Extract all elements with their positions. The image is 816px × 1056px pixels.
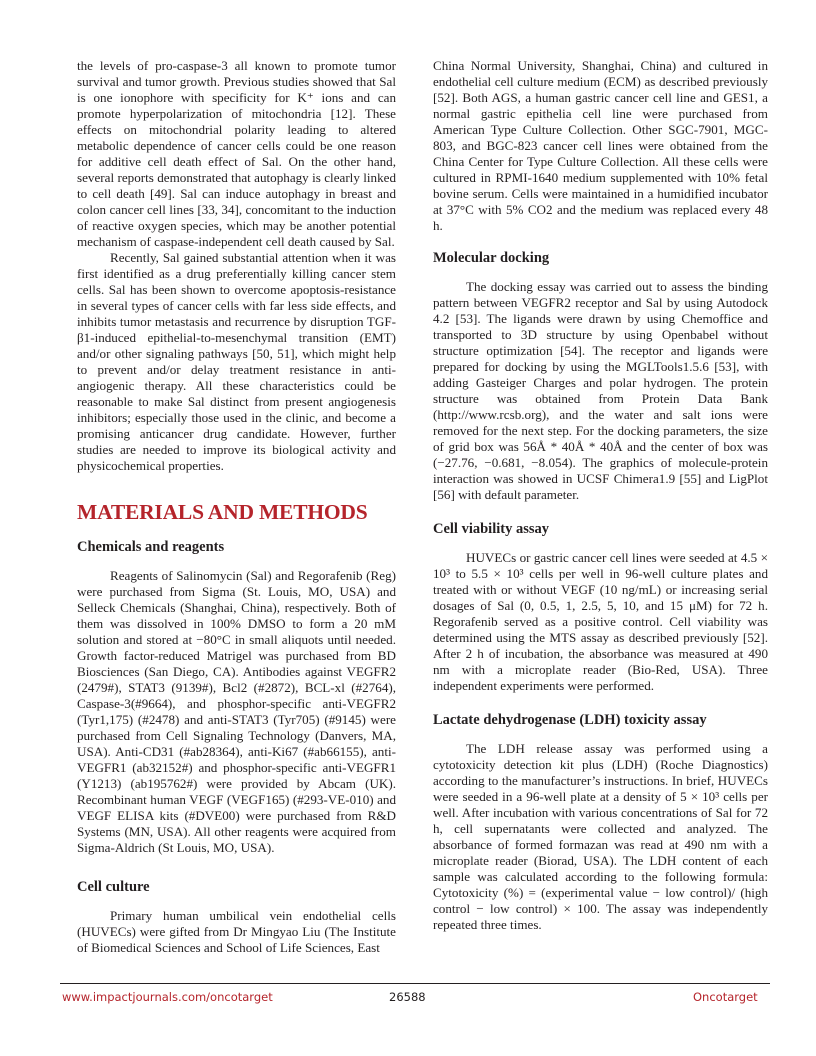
page-number: 26588 <box>389 990 426 1004</box>
paragraph: China Normal University, Shanghai, China) and cultured in endothelial cell culture medium (ECM) as described previously [52]. Both AGS, a human gastric cancer cell line and GES1, a normal gastric epithelia cell line were purchased from American Type Culture Collection. Other SGC-7901, MGC-803, and BGC-823 cancer cell lines were obtained from the China Center for Type Culture Collection. All these cells were cultured in RPMI-1640 medium supplemented with 10% fetal bovine serum. Cells were maintained in a humidified incubator at 37°C with 5% CO2 and the medium was replaced every 48 h. <box>433 58 768 233</box>
subsection-heading: Cell culture <box>77 879 150 895</box>
journal-url-link[interactable]: www.impactjournals.com/oncotarget <box>62 990 273 1004</box>
footer-divider <box>60 983 770 984</box>
section-heading: MATERIALS AND METHODS <box>77 500 368 524</box>
subsection-heading: Lactate dehydrogenase (LDH) toxicity assay <box>433 712 707 728</box>
paragraph: Reagents of Salinomycin (Sal) and Regorafenib (Reg) were purchased from Sigma (St. Louis, MO, USA) and Selleck Chemicals (Shanghai, China), respectively. Both of them was dissolved in 100% DMSO to form a 20 mM solution and stored at −80°C in small aliquots until needed. Growth factor-reduced Matrigel was purchased from BD Biosciences (San Diego, CA). Antibodies against VEGFR2 (2479#), STAT3 (9139#), Bcl2 (#2872), BCL-xl (#2764), Caspase-3(#9664), and phosphor-specific anti-VEGFR2 (Tyr1,175) (#2478) and anti-STAT3 (Tyr705) (#9145) were purchased from Cell Signaling Technology (Danvers, MA, USA). Anti-CD31 (#ab28364), anti-Ki67 (#ab66155), anti-VEGFR1 (ab32152#) and phosphor-specific anti-VEGFR1 (Y1213) (ab195762#) were provided by Abcam (UK). Recombinant human VEGF (VEGF165) (#293-VE-010) and VEGF ELISA kits (#DVE00) were purchased from R&D Systems (MN, USA). All other reagents were acquired from Sigma-Aldrich (St Louis, MO, USA). <box>77 568 396 855</box>
subsection-heading: Molecular docking <box>433 250 550 266</box>
paragraph: HUVECs or gastric cancer cell lines were seeded at 4.5 × 10³ to 5.5 × 10³ cells per well in 96-well culture plates and treated with or without VEGF (10 ng/mL) or increasing serial dosages of Sal (0, 0.5, 1, 2.5, 5, 10, and 15 μM) for 72 h. Regorafenib served as a positive control. Cell viability was determined using the MTS assay as described previously [52]. After 2 h of incubation, the absorbance was measured at 490 nm with a microplate reader (Bio-Red, USA). Three independent experiments were performed. <box>433 550 768 693</box>
left-column <box>77 58 396 956</box>
paragraph: the levels of pro-caspase-3 all known to promote tumor survival and tumor growth. Previous studies showed that Sal is one ionophore with specificity for K⁺ ions and can promote hyperpolarization of mitochondria [12]. These effects on mitochondrial polarity leading to altered metabolic dependence of cancer cells could be one reason for additive cell death effect of Sal. On the other hand, several reports demonstrated that autophagy is clearly linked to cell death [49]. Sal can induce autophagy in breast and colon cancer cell lines [33, 34], concomitant to the induction of reactive oxygen species, which may be another potential mechanism of caspase-independent cell death caused by Sal. <box>77 58 396 249</box>
paragraph: Primary human umbilical vein endothelial cells (HUVECs) were gifted from Dr Mingyao Liu (The Institute of Biomedical Sciences and School of Life Sciences, East <box>77 908 396 955</box>
paragraph: The docking essay was carried out to assess the binding pattern between VEGFR2 receptor and Sal by using Autodock 4.2 [53]. The ligands were drawn by using Chemoffice and transported to 3D structure by using Openbabel without structure optimization [54]. The receptor and ligands were prepared for docking by using the MGLTools1.5.6 [53], with adding Gasteiger Charges and polar hydrogen. The protein structure was obtained from Protein Data Bank (http://www.rcsb.org), and the water and salt ions were removed for the next step. For the docking parameters, the size of grid box was 56Å * 40Å * 40Å and the center of box was (−27.76, −0.681, −8.054). The graphics of molecule-protein interaction was showed in UCSF Chimera1.9 [55] and LigPlot [56] with default parameter. <box>433 279 768 502</box>
paragraph: Recently, Sal gained substantial attention when it was first identified as a drug preferentially killing cancer stem cells. Sal has been shown to overcome apoptosis-resistance in several types of cancer cells with far less side effects, and inhibits tumor metastasis and recurrence by disruption TGF-β1-induced epithelial-to-mesenchymal transition (EMT) and/or other signaling pathways [50, 51], which might help to prevent and/or delay treatment resistance in anti-angiogenic therapy. All these characteristics could be reasonable to make Sal distinct from present angiogenesis inhibitors; especially those used in the clinic, and become a promising anticancer drug candidate. However, further studies are needed to improve its biological activity and physicochemical properties. <box>77 250 396 473</box>
subsection-heading: Cell viability assay <box>433 521 550 537</box>
journal-name: Oncotarget <box>693 990 758 1004</box>
right-column <box>433 58 768 933</box>
subsection-heading: Chemicals and reagents <box>77 539 225 555</box>
paragraph: The LDH release assay was performed using a cytotoxicity detection kit plus (LDH) (Roche Diagnostics) according to the manufacturer’s instructions. In brief, HUVECs were seeded in a 96-well plate at a density of 5 × 10³ cells per well. After incubation with various concentrations of Sal for 72 h, cell supernatants were collected and analyzed. The absorbance of formed formazan was read at 490 nm with a microplate reader (Biorad, USA). The LDH content of each sample was calculated according to the following formula: Cytotoxicity (%) = (experimental value − low control)/ (high control − low control) × 100. The assay was independently repeated three times. <box>433 741 768 932</box>
